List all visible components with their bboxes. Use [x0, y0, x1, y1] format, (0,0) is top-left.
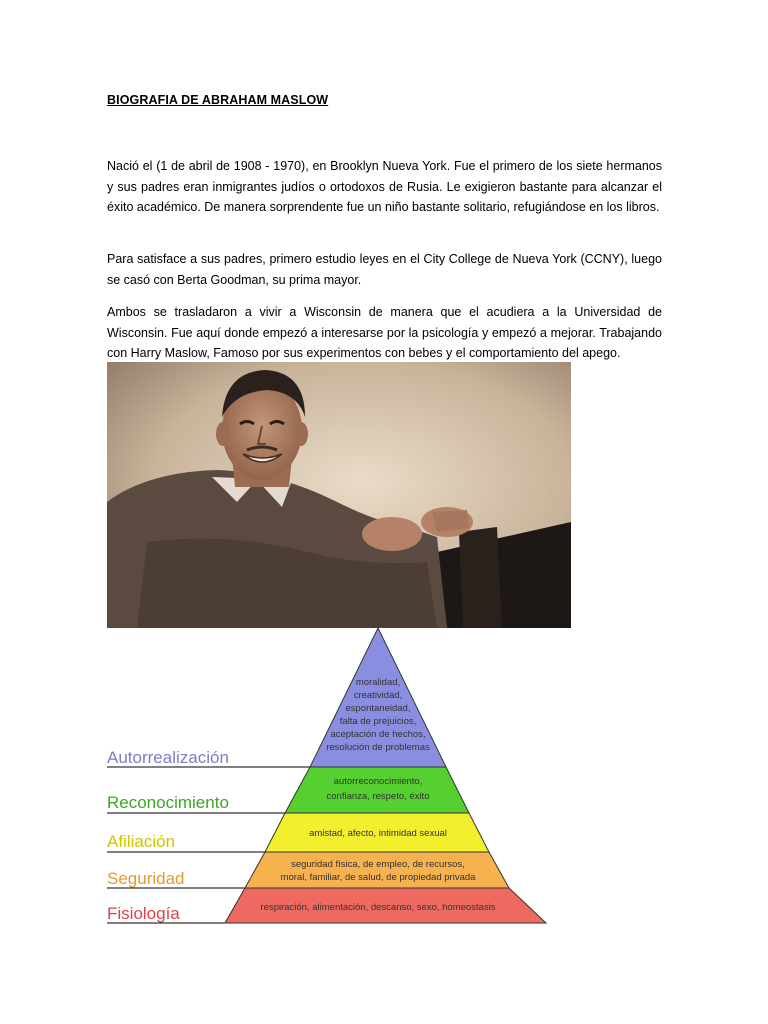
pyramid-tier-line: amistad, afecto, intimidad sexual	[309, 828, 447, 839]
document-title: BIOGRAFIA DE ABRAHAM MASLOW	[107, 93, 329, 107]
pyramid-label-reconocimiento: Reconocimiento	[107, 793, 229, 812]
maslow-photo	[107, 362, 571, 628]
pyramid-text-fisiologia	[261, 902, 496, 913]
pyramid-tier-line: espontaneidad,	[345, 703, 411, 714]
pyramid-label-afiliacion: Afiliación	[107, 832, 176, 851]
maslow-photo-image	[107, 362, 571, 628]
pyramid-text-afiliacion	[309, 828, 447, 839]
pyramid-tier-line: moralidad,	[355, 677, 401, 688]
pyramid-label-seguridad: Seguridad	[107, 869, 185, 888]
pyramid-label-fisiologia: Fisiología	[107, 904, 180, 923]
pyramid-tier-line: falta de prejuicios,	[339, 716, 417, 727]
paragraph-studies: Para satisface a sus padres, primero estudio leyes en el City College de Nueva York (CCNY), luego se casó con Berta Goodman, su prima mayor.	[107, 252, 662, 287]
pyramid-tier-reconocimiento	[285, 767, 469, 813]
pyramid-tier-line: seguridad física, de empleo, de recursos,	[291, 859, 465, 870]
paragraph-birth: Nació el (1 de abril de 1908 - 1970), en Brooklyn Nueva York. Fue el primero de los siete hermanos y sus padres eran inmigrantes judíos o ortodoxos de Rusia. Le exigieron bastante para alcanzar el éxito académico. De manera sorprendente fue un niño bastante solitario, refugiándose en los libros.	[107, 159, 662, 214]
pyramid-tier-line: confianza, respeto, éxito	[326, 791, 430, 802]
paragraph-wisconsin: Ambos se trasladaron a vivir a Wisconsin de manera que el acudiera a la Universidad de Wisconsin. Fue aquí donde empezó a interesarse por la psicología y empezó a mejorar. Trabajando con Harry Maslow, Famoso por sus experimentos con bebes y el comportamiento del apego.	[107, 305, 662, 360]
pyramid-label-autorrealizacion: Autorrealización	[107, 748, 229, 767]
pyramid-tier-line: respiración, alimentación, descanso, sexo, homeostasis	[260, 902, 496, 913]
pyramid-tier-line: autorreconocimiento,	[333, 776, 423, 787]
pyramid-tier-line: resolución de problemas	[326, 742, 430, 753]
pyramid-tier-line: creatividad,	[353, 690, 403, 701]
maslow-pyramid	[105, 626, 550, 926]
pyramid-tier-line: aceptación de hechos,	[330, 729, 426, 740]
pyramid-tier-line: moral, familiar, de salud, de propiedad privada	[280, 872, 476, 883]
